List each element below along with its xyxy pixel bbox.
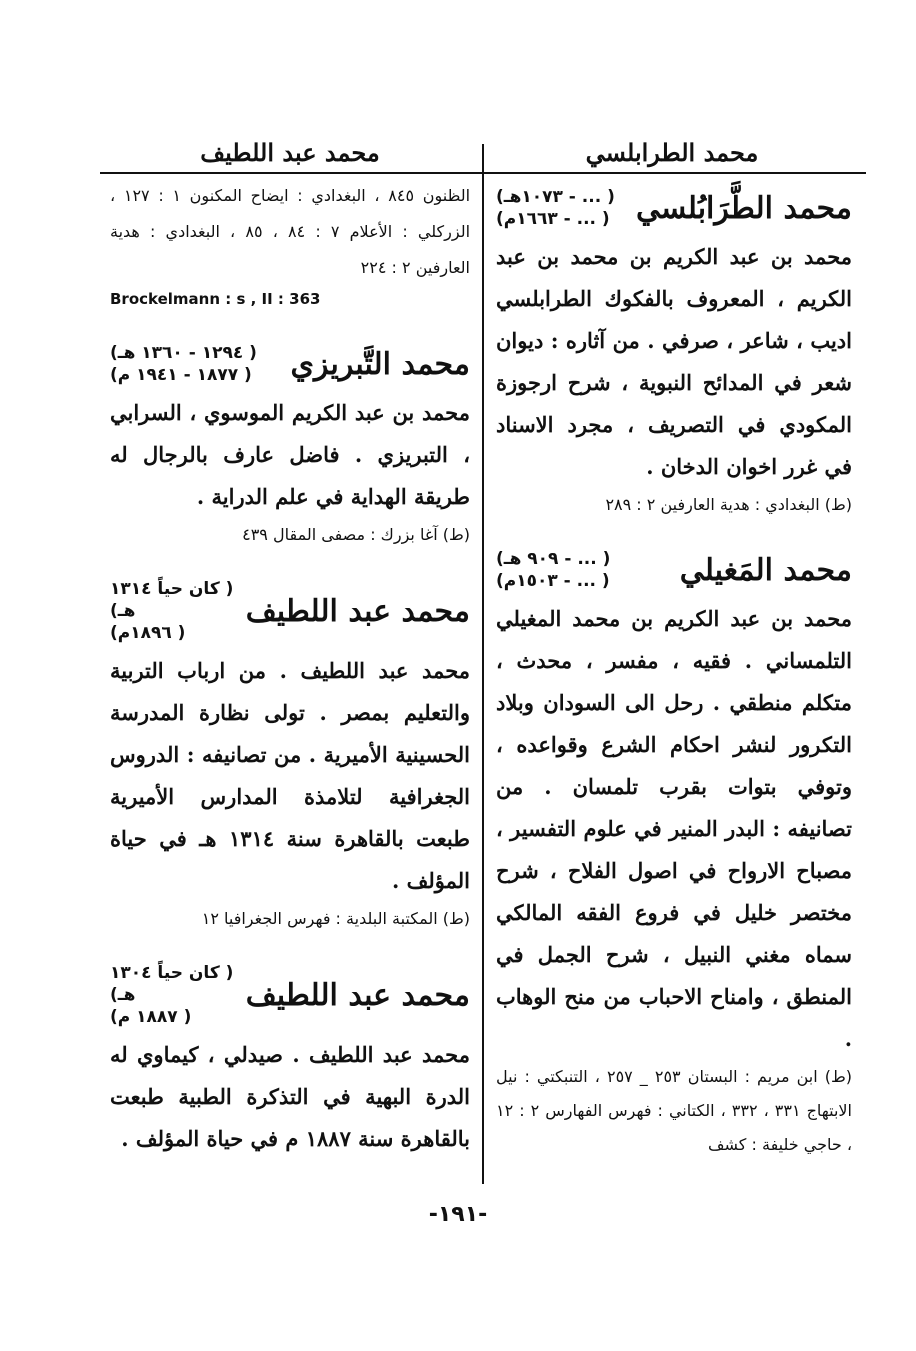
entry-tabrizi xyxy=(110,342,470,552)
entry-name: محمد المَغيلي xyxy=(679,552,852,588)
entry-dates xyxy=(110,342,257,386)
entry-sources: (ط) البغدادي : هدية العارفين ٢ : ٢٨٩ xyxy=(605,495,852,514)
entry-name: محمد الطَّرَابُلسي xyxy=(636,190,852,226)
entry-abd-al-latif-2 xyxy=(110,962,470,1160)
entry-dates xyxy=(110,962,246,1028)
entry-body: محمد عبد اللطيف . صيدلي ، كيماوي له الدرة البهية في التذكرة الطبية طبعت بالقاهرة سنة ١٨٨٧ م في حياة المؤلف . xyxy=(110,1042,470,1151)
entry-sources: (ط) المكتبة البلدية : فهرس الجغرافيا ١٢ xyxy=(201,909,470,928)
entry-body: محمد بن عبد الكريم بن محمد بن عبد الكريم ، المعروف بالفكوك الطرابلسي اديب ، شاعر ، صرفي . من آثاره : ديوان شعر في المدائح النبوية ، شرح ارجوزة المكودي في التصريف ، مجرد الاسناد في غرر اخوان الدخان . xyxy=(496,244,852,479)
dates-hijri: ( ... - ٩٠٩ هـ) xyxy=(496,549,611,569)
page-number: -١٩١- xyxy=(428,1202,488,1227)
entry-name: محمد التَّبريزي xyxy=(290,346,470,382)
entry-abd-al-latif-1 xyxy=(110,578,470,936)
left-column xyxy=(110,178,470,1186)
entry-heading xyxy=(496,186,852,230)
running-head-right: محمد الطرابلسي xyxy=(585,138,759,167)
running-head-left: محمد عبد اللطيف xyxy=(200,138,380,167)
dates-gregorian: ( ... - ١٦٦٣م) xyxy=(496,209,610,229)
continued-sources: الظنون ٨٤٥ ، البغدادي : ايضاح المكنون ١ : ١٢٧ ، الزركلي : الأعلام ٧ : ٨٤ ، ٨٥ ، البغدادي : هدية العارفين ٢ : ٢٢٤ xyxy=(110,186,471,277)
dates-hijri: ( ... - ١٠٧٣هـ) xyxy=(496,187,615,207)
column-divider xyxy=(482,144,484,1184)
dates-gregorian: ( ... - ١٥٠٣م) xyxy=(496,571,610,591)
entry-dates xyxy=(496,548,610,592)
dates-hijri: ( كان حياً ١٣١٤ هـ) xyxy=(110,579,234,621)
entry-body: محمد بن عبد الكريم بن محمد المغيلي التلمساني . فقيه ، مفسر ، محدث ، متكلم منطقي . رحل الى السودان وبلاد التكرور لنشر احكام الشرع وقواعده ، وتوفي بتوات بقرب تلمسان . من تصانيفه : البدر المنير في علوم التفسير ، مصباح الارواح في اصول الفلاح ، شرح مختصر خليل في فروع الفقه المالكي سماه مغني النبيل ، شرح الجمل في المنطق ، وامناح الاحباب من منح الوهاب . xyxy=(496,606,852,1051)
entry-dates xyxy=(496,186,615,230)
dates-gregorian: ( ١٨٨٧ م) xyxy=(110,1007,192,1027)
entry-heading xyxy=(110,342,470,386)
entry-maghili xyxy=(496,548,852,1162)
latin-reference: Brockelmann : s , II : 363 xyxy=(110,290,321,308)
entry-sources: (ط) ابن مريم : البستان ٢٥٣ _ ٢٥٧ ، التنبكتي : نيل الابتهاج ٣٣١ ، ٣٣٢ ، الكتاني : فهرس الفهارس ٢ : ١٢ ، حاجي خليفة : كشف xyxy=(496,1067,853,1154)
entry-name: محمد عبد اللطيف xyxy=(245,593,470,629)
dates-hijri: ( كان حياً ١٣٠٤ هـ) xyxy=(110,963,234,1005)
right-column xyxy=(496,178,852,1188)
entry-name: محمد عبد اللطيف xyxy=(245,977,470,1013)
entry-heading xyxy=(110,578,470,644)
entry-sources: (ط) آغا بزرك : مصفى المقال ٤٣٩ xyxy=(242,525,470,544)
entry-body: محمد بن عبد الكريم الموسوي ، السرابي ، التبريزي . فاضل عارف بالرجال له طريقة الهداية في علم الدراية . xyxy=(110,400,470,509)
entry-heading xyxy=(110,962,470,1028)
entry-heading xyxy=(496,548,852,592)
entry-tarabulusi xyxy=(496,186,852,522)
entry-body: محمد عبد اللطيف . من ارباب التربية والتعليم بمصر . تولى نظارة المدرسة الحسينية الأميرية . من تصانيفه : الدروس الجغرافية لتلامذة المدارس الأميرية طبعت بالقاهرة سنة ١٣١٤ هـ في حياة المؤلف . xyxy=(110,658,470,893)
entry-dates xyxy=(110,578,246,644)
dates-gregorian: ( ١٨٩٦م) xyxy=(110,623,186,643)
dates-gregorian: ( ١٨٧٧ - ١٩٤١ م) xyxy=(110,365,252,385)
dates-hijri: ( ١٢٩٤ - ١٣٦٠ هـ) xyxy=(110,343,257,363)
